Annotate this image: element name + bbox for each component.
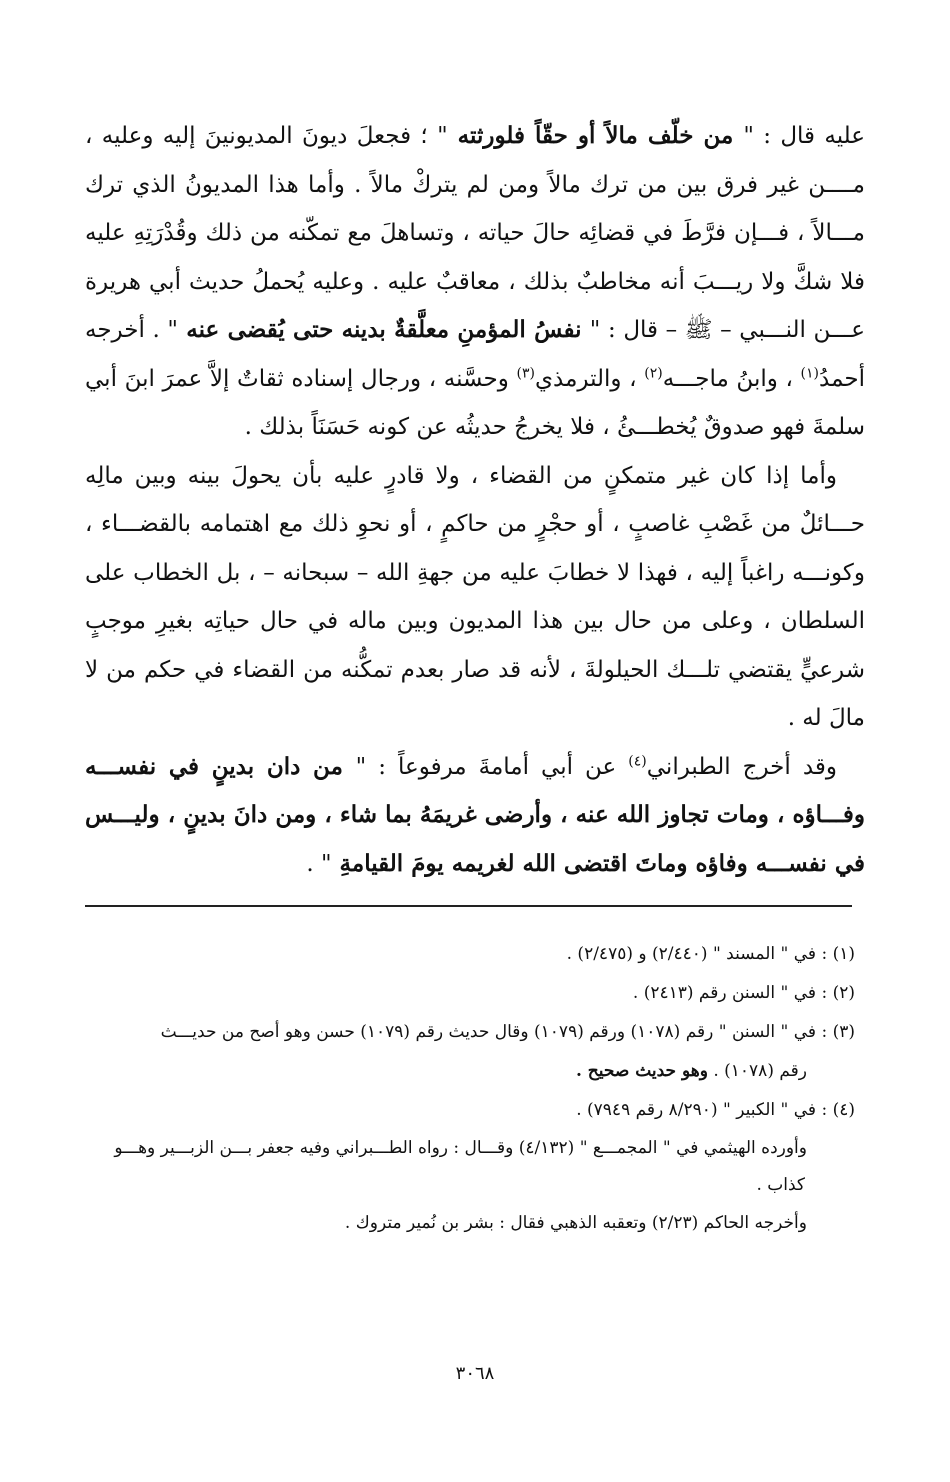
text-segment: ، والترمذي — [535, 365, 645, 392]
text-segment: " . أخرجه أحمدُ — [85, 317, 865, 392]
paragraph-3 — [85, 743, 865, 889]
main-text — [85, 112, 865, 888]
footnote-3: (٣) : في " السنن " رقم (١٠٧٨) ورقم (١٠٧٩) وقال حديث رقم (١٠٧٩) حسن وهو أصح من حديـــث — [160, 1022, 855, 1042]
footnote-3-ref: رقم (١٠٧٨) . — [707, 1061, 807, 1081]
footnote-separator — [85, 905, 852, 907]
footnote-ref: (٤) — [628, 752, 647, 769]
footnote-4-hakim: وأخرجه الحاكم (٢/٢٣) وتعقبه الذهبي فقال : بشر بن نُمير متروك . — [344, 1213, 807, 1233]
hadith-quote: نفسُ المؤمنِ معلَّقةٌ بدينه حتى يُقضى عنه — [177, 316, 590, 343]
hadith-quote: من خلّف مالاً أو حقّاً فلورثته — [447, 122, 744, 149]
footnote-3-grading: وهو حديث صحيح . — [575, 1061, 708, 1081]
footnote-ref: (٢) — [644, 364, 663, 381]
text-segment: وقد أخرج الطبراني — [646, 753, 837, 780]
footnote-4: (٤) : في " الكبير " (٨/٢٩٠ رقم ٧٩٤٩) . — [576, 1100, 855, 1120]
footnote-ref: (١) — [800, 364, 820, 381]
paragraph-2 — [85, 452, 865, 743]
footnote-2: (٢) : في " السنن رقم (٢٤١٣) . — [632, 983, 855, 1003]
text-segment: " . — [306, 850, 332, 877]
text-segment: ، وابنُ ماجـــه — [662, 365, 801, 392]
paragraph-1 — [85, 112, 865, 452]
footnote-3-continuation — [85, 1052, 855, 1091]
text-segment: عليه قال : " — [743, 123, 865, 149]
text-segment: " ؛ فجعلَ ديونَ المديونينَ إليه وعليه ، مــــن غير فرق بين من ترك مالاً ومن لم يتركْ مالاً . وأما هذا المديونُ الذي ترك مـــالاً ، فـــإن فرَّطَ في قضائِه حالَ حياته ، وتساهلَ مع تمكّنه من ذلك وقُدْرَتِهِ عليه فلا شكَّ ولا ريـــبَ أنه مخاطبٌ بذلك ، معاقبٌ عليه . وعليه يُحملُ حديث أبي هريرة عـــن النـــبي – ﷺ – قال : " — [85, 123, 865, 343]
text-segment: وحسَّنه ، ورجال إسناده ثقاتٌ إلاَّ عمرَ ابنَ أبي سلمةَ فهو صدوقٌ يُخطـــئُ ، فلا يخرجُ حديثُه عن كونه حَسَنَاً بذلك . — [85, 365, 865, 440]
text-segment: عن أبي أمامةَ مرفوعاً : " — [355, 753, 629, 780]
footnote-ref: (٣) — [516, 364, 535, 381]
text-segment: وأما إذا كان غير متمكنٍ من القضاء ، ولا قادرٍ عليه بأن يحولَ بينه وبين مالِه حـــائلٌ من غَصْبِ غاصبٍ ، أو حجْرٍ من حاكمٍ ، أو نحوِ ذلك مع اهتمامه بالقضـــاء ، وكونـــه راغباً إليه ، فهذا لا خطابَ عليه من جهةِ الله – سبحانه – ، بل الخطاب على السلطان ، وعلى من حال بين هذا المديون وبين ماله في حال حياتِه بغيرِ موجبٍ شرعيٍّ يقتضي تلـــك الحيلولةَ ، لأنه قد صار بعدم تمكُّنه من القضاء في حكم من لا مالَ له . — [85, 462, 865, 731]
footnotes — [85, 935, 855, 1241]
hadith-quote: من دان بدينٍ في نفســـه وفـــاؤه ، ومات تجاوز الله عنه ، وأرضى غريمَهُ بما شاء ، ومن دانَ بدينٍ ، وليـــس في نفســـه وفاؤه وماتَ اقتضى الله لغريمه يومَ القيامةِ — [85, 752, 865, 877]
footnote-1: (١) : في " المسند " (٢/٤٤٠) و (٢/٤٧٥) . — [566, 944, 855, 964]
page-number: ٣٠٦٨ — [455, 1363, 495, 1384]
footnote-4-haythami: وأورده الهيثمي في " المجمـــع " (٤/١٣٢) وقـــال : رواه الطـــبراني وفيه جعفر بـــن الزبـــير وهـــو — [114, 1138, 807, 1158]
footnote-4-haythami-tail: كذاب . — [756, 1175, 805, 1195]
